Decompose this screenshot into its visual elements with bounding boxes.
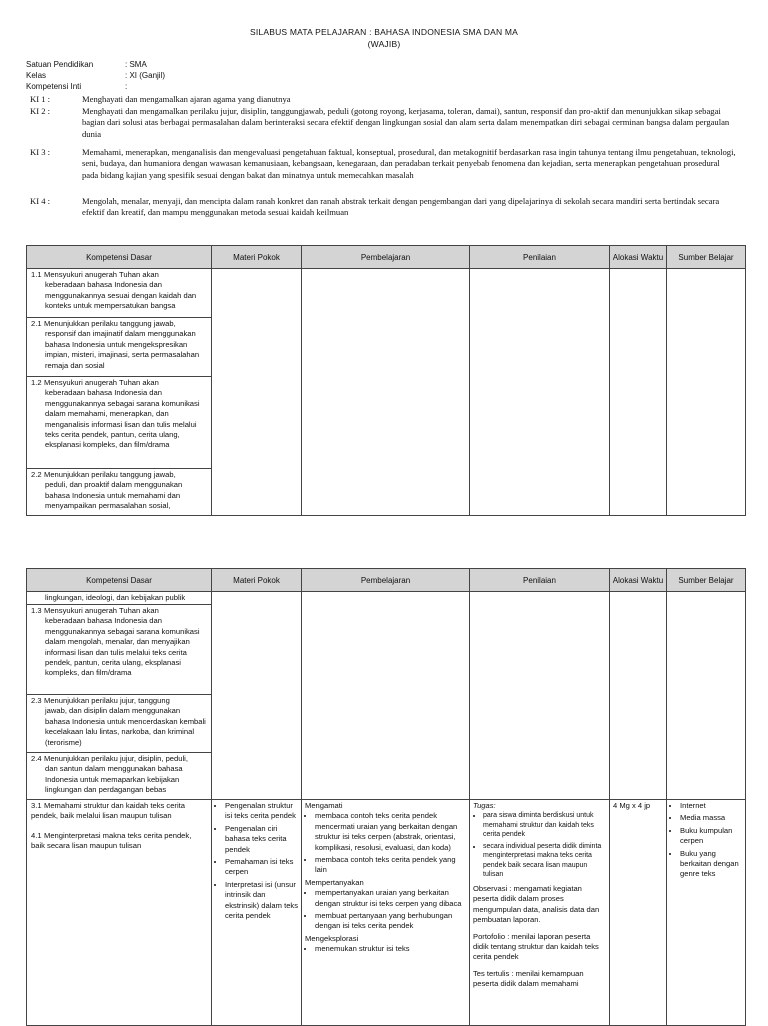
- pembelajaran-item: • membaca contoh teks cerita pendek mencermati uraian yang berkaitan dengan struktur isi teks cerpen (abstrak, orientasi, komplikasi, resolusi, evaluasi, dan koda): [315, 811, 466, 853]
- materi-item: • Pemahaman isi teks cerpen: [225, 857, 298, 878]
- col-header-penilaian: Penilaian: [470, 569, 610, 592]
- ki-text: Menghayati dan mengamalkan perilaku jujur, disiplin, tanggungjawab, peduli (gotong royong, kerjasama, toleran, damai), santun, responsif dan pro-aktif dan menunjukkan sikap sebagai bagian dari solusi atas berbagai permasalahan dalam berinteraksi secara efektif dengan lingkungan sosial dan alam serta dalam menempatkan diri sebagai cerminan bangsa dalam pergaulan dunia: [82, 106, 730, 139]
- materi-cell: [212, 800, 302, 1026]
- penilaian-heading: Tugas:: [473, 801, 496, 810]
- kd-cell: [27, 592, 212, 800]
- kd-item: 2.4 Menunjukkan perilaku jujur, disiplin, peduli, dan santun dalam menggunakan bahasa Indonesia untuk memaparkan kebijakan lingkungan dan perdagangan bebas: [31, 754, 188, 795]
- materi-item: • Interpretasi isi (unsur intrinsik dan ekstrinsik) dalam teks cerita pendek: [225, 880, 298, 922]
- kd-item: 2.3 Menunjukkan perilaku jujur, tanggung jawab, dan disiplin dalam menggunakan bahasa Indonesia untuk mencerdaskan kembali kecelakaan lalu lintas, narkoba, dan kriminal (terorisme): [27, 695, 211, 753]
- col-header-kompetensi: Kompetensi Dasar: [27, 569, 212, 592]
- alokasi-cell: [610, 592, 667, 800]
- pembelajaran-cell: [302, 269, 470, 516]
- meta-label: Kompetensi Inti: [26, 82, 82, 91]
- page-subtitle: (WAJIB): [367, 39, 401, 49]
- ki-1: [26, 94, 738, 105]
- kd-item: 2.2 Menunjukkan perilaku tanggung jawab, peduli, dan proaktif dalam menggunakan bahasa Indonesia untuk memahami dan menyampaikan permasalahan sosial,: [31, 470, 183, 511]
- kd-cell: [27, 269, 212, 516]
- ki-label: KI 4 :: [30, 196, 51, 206]
- sumber-item: • Internet: [680, 801, 742, 811]
- sumber-cell: [667, 800, 746, 1026]
- alokasi-cell: 4 Mg x 4 jp: [610, 800, 667, 1026]
- col-header-penilaian: Penilaian: [470, 246, 610, 269]
- materi-cell: [212, 592, 302, 800]
- meta-label: Satuan Pendidikan: [26, 60, 94, 69]
- pembelajaran-cell: [302, 592, 470, 800]
- col-header-materi: Materi Pokok: [212, 569, 302, 592]
- ki-label: KI 1 :: [30, 94, 51, 104]
- col-header-sumber: Sumber Belajar: [667, 246, 746, 269]
- col-header-kompetensi: Kompetensi Dasar: [27, 246, 212, 269]
- pembelajaran-item: • menemukan struktur isi teks: [315, 944, 466, 954]
- ki-4: [26, 196, 738, 219]
- meta-label: Kelas: [26, 71, 47, 80]
- ki-text: Mengolah, menalar, menyaji, dan mencipta dalam ranah konkret dan ranah abstrak terkait dengan pengembangan dari yang dipelajarinya di sekolah secara mandiri serta bertindak secara efektif dan kreatif, dan mampu menggunakan metoda sesuai kaidah keilmuan: [82, 196, 720, 218]
- pembelajaran-heading: Mempertanyakan: [305, 877, 364, 887]
- penilaian-portofolio: Portofolio : menilai laporan peserta didik tentang struktur dan kaidah teks cerita pendek: [473, 931, 599, 962]
- ki-label: KI 3 :: [30, 147, 51, 157]
- kd-item: 1.2 Mensyukuri anugerah Tuhan akan keberadaan bahasa Indonesia dan menggunakannya sebagai sarana komunikasi dalam memahami, menerapkan, dan menganalisis informasi lisan dan tulis melalui teks cerita pendek, pantun, cerita ulang, eksplanasi kompleks, dan film/drama: [27, 377, 211, 469]
- penilaian-item: • para siswa diminta berdiskusi untuk memahami struktur dan kaidah teks cerita pendek: [483, 811, 606, 840]
- penilaian-cell: [470, 269, 610, 516]
- penilaian-cell: [470, 592, 610, 800]
- kd-item: 3.1 Memahami struktur dan kaidah teks cerita pendek, baik melalui lisan maupun tulisan: [31, 801, 185, 821]
- sumber-cell: [667, 269, 746, 516]
- materi-cell: [212, 269, 302, 516]
- kd-item: 4.1 Menginterpretasi makna teks cerita pendek, baik secara lisan maupun tulisan: [31, 830, 192, 851]
- ki-text: Menghayati dan mengamalkan ajaran agama yang dianutnya: [82, 94, 291, 104]
- materi-item: • Pengenalan ciri bahasa teks cerita pendek: [225, 824, 298, 855]
- materi-item: • Pengenalan struktur isi teks cerita pendek: [225, 801, 298, 822]
- col-header-materi: Materi Pokok: [212, 246, 302, 269]
- pembelajaran-heading: Mengeksplorasi: [305, 933, 359, 943]
- kd-item: 2.1 Menunjukkan perilaku tanggung jawab, responsif dan imajinatif dalam menggunakan bahasa Indonesia untuk mengekspresikan impian, misteri, imajinasi, serta permasalahan remaja dan sosial: [27, 318, 211, 377]
- kd-item: 1.3 Mensyukuri anugerah Tuhan akan keberadaan bahasa Indonesia dan menggunakannya sebagai sarana komunikasi dalam mengolah, menalar, dan menyajikan informasi lisan dan tulis melalui teks cerita pendek, pantun, cerita ulang, eksplanasi kompleks, dan film/drama: [27, 605, 211, 695]
- pembelajaran-cell: [302, 800, 470, 1026]
- col-header-pembelajaran: Pembelajaran: [302, 246, 470, 269]
- penilaian-item: • secara individual peserta didik diminta menginterpretasi makna teks cerita pendek baik secara lisan maupun tulisan: [483, 842, 606, 880]
- kd-cell: [27, 800, 212, 1026]
- col-header-alokasi: Alokasi Waktu: [610, 569, 667, 592]
- ki-label: KI 2 :: [30, 106, 51, 116]
- penilaian-tes: Tes tertulis : menilai kemampuan peserta didik dalam memahami: [473, 968, 584, 989]
- col-header-sumber: Sumber Belajar: [667, 569, 746, 592]
- syllabus-table-2: [26, 568, 746, 1026]
- pembelajaran-item: • membuat pertanyaan yang berhubungan dengan isi teks cerita pendek: [315, 911, 466, 932]
- alokasi-cell: [610, 269, 667, 516]
- col-header-pembelajaran: Pembelajaran: [302, 569, 470, 592]
- penilaian-observasi: Observasi : mengamati kegiatan peserta didik dalam proses mengumpulan data, analisis data dan pembuatan laporan.: [473, 883, 600, 925]
- col-header-alokasi: Alokasi Waktu: [610, 246, 667, 269]
- kd-continuation: lingkungan, ideologi, dan kebijakan publik: [27, 592, 211, 605]
- ki-2: [26, 106, 738, 140]
- sumber-cell: [667, 592, 746, 800]
- kd-item: 1.1 Mensyukuri anugerah Tuhan akan keberadaan bahasa Indonesia dan menggunakannya sesuai dengan kaidah dan konteks untuk mempersatukan bangsa: [27, 269, 211, 318]
- meta-value: : SMA: [125, 60, 147, 69]
- meta-value: : XI (Ganjil): [125, 71, 166, 80]
- penilaian-cell: [470, 800, 610, 1026]
- syllabus-table-1: [26, 245, 746, 516]
- pembelajaran-item: • membaca contoh teks cerita pendek yang lain: [315, 855, 466, 876]
- ki-3: [26, 147, 738, 181]
- sumber-item: • Media massa: [680, 813, 742, 823]
- sumber-item: • Buku yang berkaitan dengan genre teks: [680, 849, 742, 880]
- pembelajaran-item: • mempertanyakan uraian yang berkaitan dengan struktur isi teks cerpen yang dibaca: [315, 888, 466, 909]
- meta-row: [26, 82, 326, 94]
- ki-text: Memahami, menerapkan, menganalisis dan mengevaluasi pengetahuan faktual, konseptual, prosedural, dan metakognitif berdasarkan rasa ingin tahunya tentang ilmu pengetahuan, teknologi, seni, budaya, dan humaniora dengan wawasan kemanusiaan, kebangsaan, kenegaraan, dan peradaban terkait penyebab fenomena dan kejadian, serta menerapkan pengetahuan prosedural pada bidang kajian yang spesifik sesuai dengan bakat dan minatnya untuk memecahkan masalah: [82, 147, 736, 180]
- meta-value: :: [125, 82, 128, 91]
- pembelajaran-heading: Mengamati: [305, 801, 343, 810]
- page-title: SILABUS MATA PELAJARAN : BAHASA INDONESIA SMA DAN MA: [250, 27, 518, 37]
- sumber-item: • Buku kumpulan cerpen: [680, 826, 742, 847]
